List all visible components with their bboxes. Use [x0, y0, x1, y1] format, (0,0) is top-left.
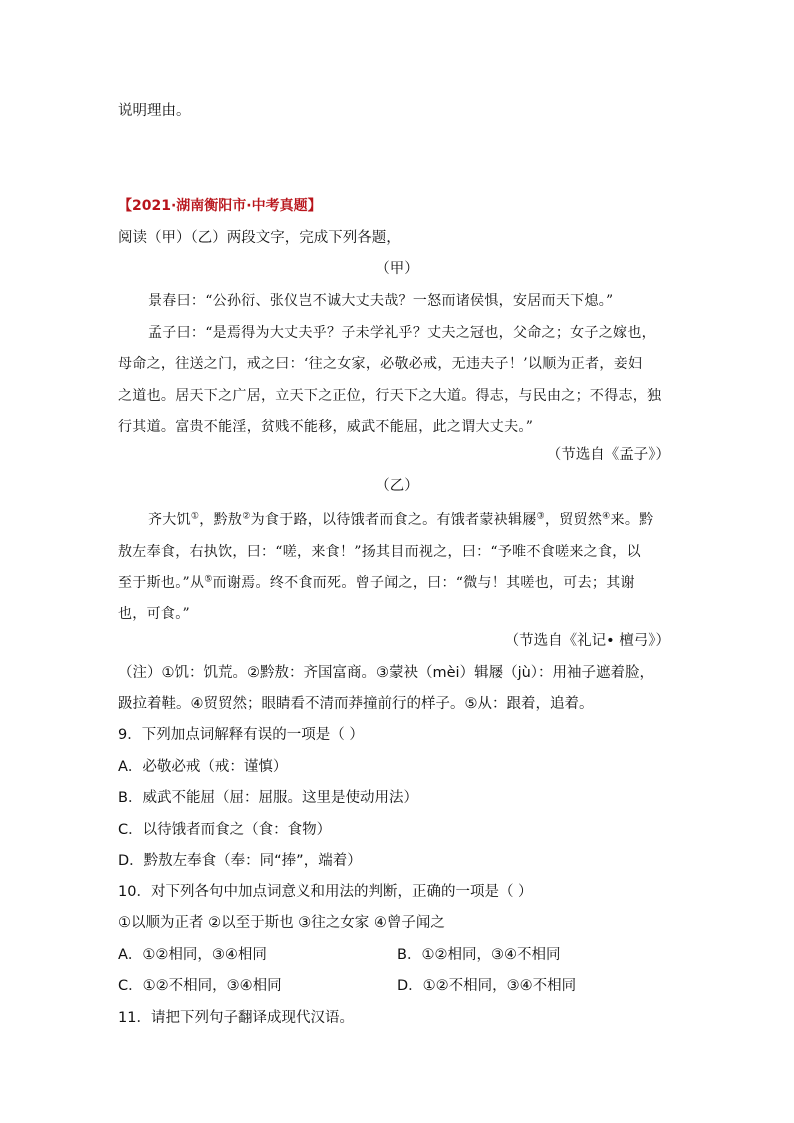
- footnote-marker: ③: [536, 511, 545, 522]
- passage-b-heading: （乙）: [375, 478, 419, 494]
- question-9-option: D．黔敖左奉食（奉：同“捧”，端着）: [118, 853, 362, 869]
- footnote-marker: ⑤: [204, 574, 213, 585]
- intro-text: 说明理由。: [118, 103, 191, 119]
- question-9-option: B．威武不能屈（屈：屈服。这里是使动用法）: [118, 790, 418, 806]
- passage-b-line: 敖左奉食，右执饮，曰：“嗟，来食！”扬其目而视之，曰：“予唯不食嗟来之食，以: [118, 544, 641, 560]
- question-10-stem: 10．对下列各句中加点词意义和用法的判断，正确的一项是（ ）: [118, 884, 533, 900]
- question-10-option: B．①②相同，③④不相同: [397, 947, 561, 963]
- source-tag: 【2021·湖南衡阳市·中考真题】: [118, 198, 322, 214]
- footnote-marker: ④: [602, 511, 611, 522]
- note-line: 趿拉着鞋。④贸贸然；眼睛看不清而莽撞前行的样子。⑤从：跟着，追着。: [118, 696, 594, 712]
- passage-b-line: 也，可食。”: [118, 606, 190, 622]
- question-10-option: A．①②相同，③④相同: [118, 947, 267, 963]
- passage-b-line: 齐大饥①，黔敖②为食于路，以待饿者而食之。有饿者蒙袂辑屦③，贸贸然④来。黔: [148, 511, 654, 528]
- passage-a-line: 之道也。居天下之广居，立天下之正位，行天下之大道。得志，与民由之；不得志，独: [118, 388, 662, 404]
- question-9-option: A．必敬必戒（戒：谨慎）: [118, 759, 288, 775]
- instruction: 阅读（甲）（乙）两段文字，完成下列各题，: [118, 230, 401, 246]
- passage-b-line: 至于斯也。”从⑤而谢焉。终不食而死。曾子闻之，曰：“微与！其嗟也，可去；其谢: [118, 574, 635, 591]
- question-9-stem: 9．下列加点词解释有误的一项是（ ）: [118, 727, 364, 743]
- passage-a-line: 孟子曰：“是焉得为大丈夫乎？子未学礼乎？丈夫之冠也，父命之；女子之嫁也，: [148, 325, 656, 341]
- passage-a-line: 母命之，往送之门，戒之曰：‘往之女家，必敬必戒，无违夫子！’以顺为正者，妾妇: [118, 356, 643, 372]
- question-11-stem: 11．请把下列句子翻译成现代汉语。: [118, 1010, 354, 1026]
- question-10-option: D．①②不相同，③④不相同: [397, 978, 577, 994]
- passage-a-line: 景春曰：“公孙衍、张仪岂不诚大丈夫哉？一怒而诸侯惧，安居而天下熄。”: [148, 293, 614, 309]
- passage-b-source: （节选自《礼记• 檀弓》）: [504, 633, 670, 649]
- question-10-sentences: ①以顺为正者 ②以至于斯也 ③往之女家 ④曾子闻之: [118, 915, 445, 931]
- note-line: （注）①饥：饥荒。②黔敖：齐国富商。③蒙袂（mèi）辑屦（jù）：用袖子遮着脸，: [118, 665, 655, 681]
- footnote-marker: ②: [242, 511, 251, 522]
- question-10-option: C．①②不相同，③④相同: [118, 978, 282, 994]
- passage-a-source: （节选自《孟子》）: [546, 447, 670, 463]
- passage-a-heading: （甲）: [375, 261, 419, 277]
- question-9-option: C．以待饿者而食之（食：食物）: [118, 822, 332, 838]
- passage-a-line: 行其道。富贵不能淫，贫贱不能移，威武不能屈，此之谓大丈夫。”: [118, 419, 534, 435]
- footnote-marker: ①: [190, 511, 200, 522]
